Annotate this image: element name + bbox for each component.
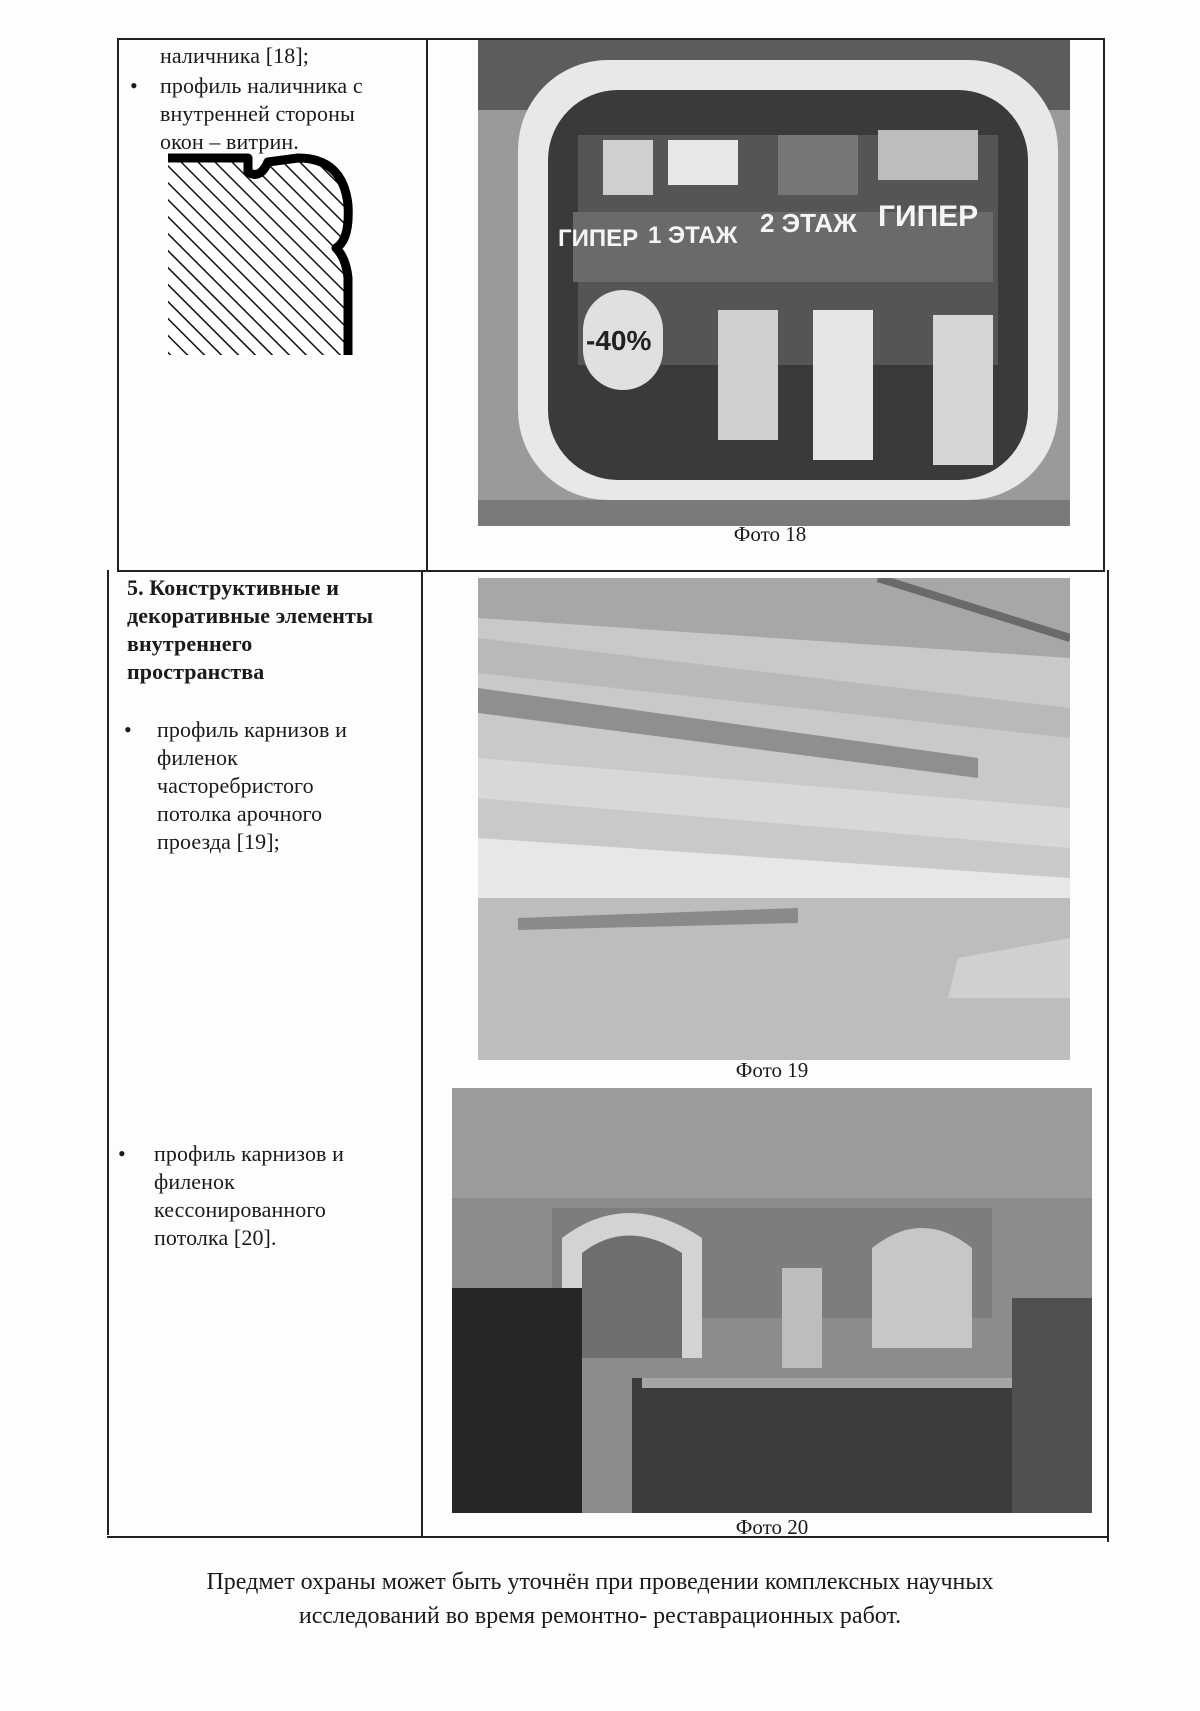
bullet-icon: •	[118, 1141, 126, 1166]
table-border-right	[1103, 38, 1105, 570]
sign-giper-left: ГИПЕР	[558, 225, 639, 252]
row2-bullet1-line-4: потолка арочного	[157, 801, 323, 826]
bullet-icon: •	[130, 73, 138, 98]
row2-bullet2-line-1: профиль карнизов и	[154, 1141, 345, 1166]
row2-bullet1-line-3: часторебристого	[157, 773, 314, 798]
sign-discount: -40%	[586, 325, 652, 356]
table-border-right-lower	[1107, 570, 1109, 1542]
section-heading-line-3: внутреннего	[127, 631, 253, 656]
row1-bullet-line-2: внутренней стороны	[160, 101, 355, 126]
photo-20-caption: Фото 20	[735, 1515, 809, 1539]
photo-19	[478, 578, 1070, 1060]
section-heading-line-2: декоративные элементы	[127, 603, 374, 628]
column-divider-lower	[421, 570, 423, 1538]
section-heading-line-1: 5. Конструктивные и	[127, 575, 340, 600]
photo-18-caption: Фото 18	[733, 522, 807, 546]
row1-bullet-line-3: окон – витрин.	[160, 129, 299, 154]
footer-line-2: исследований во время ремонтно- реставрационных работ.	[298, 1603, 902, 1629]
photo-19-caption: Фото 19	[735, 1058, 809, 1082]
row1-bullet-line-1: профиль наличника с	[160, 73, 363, 98]
row2-bullet2-line-3: кессонированного	[154, 1197, 327, 1222]
column-divider-upper	[426, 38, 428, 570]
footer-line-1: Предмет охраны может быть уточнён при проведении комплексных научных	[206, 1569, 994, 1595]
row2-bullet2-line-2: филенок	[154, 1169, 235, 1194]
sign-giper-right: ГИПЕР	[878, 200, 979, 233]
row-divider	[117, 570, 1105, 572]
photo-20	[452, 1088, 1092, 1513]
profile-drawing-icon	[168, 150, 378, 360]
row2-bullet1-line-1: профиль карнизов и	[157, 717, 348, 742]
table-border-left-lower	[107, 570, 109, 1535]
table-border-left	[117, 38, 119, 570]
row2-bullet1-line-2: филенок	[157, 745, 238, 770]
table-border-bottom	[107, 1536, 1109, 1538]
row2-bullet2-line-4: потолка [20].	[154, 1225, 277, 1250]
sign-1-etazh: 1 ЭТАЖ	[648, 222, 738, 249]
sign-2-etazh: 2 ЭТАЖ	[760, 208, 857, 238]
photo-18	[478, 40, 1070, 526]
bullet-icon: •	[124, 717, 132, 742]
row1-line1: наличника [18];	[160, 43, 309, 68]
row2-bullet1-line-5: проезда [19];	[157, 829, 280, 854]
section-heading-line-4: пространства	[127, 659, 265, 684]
